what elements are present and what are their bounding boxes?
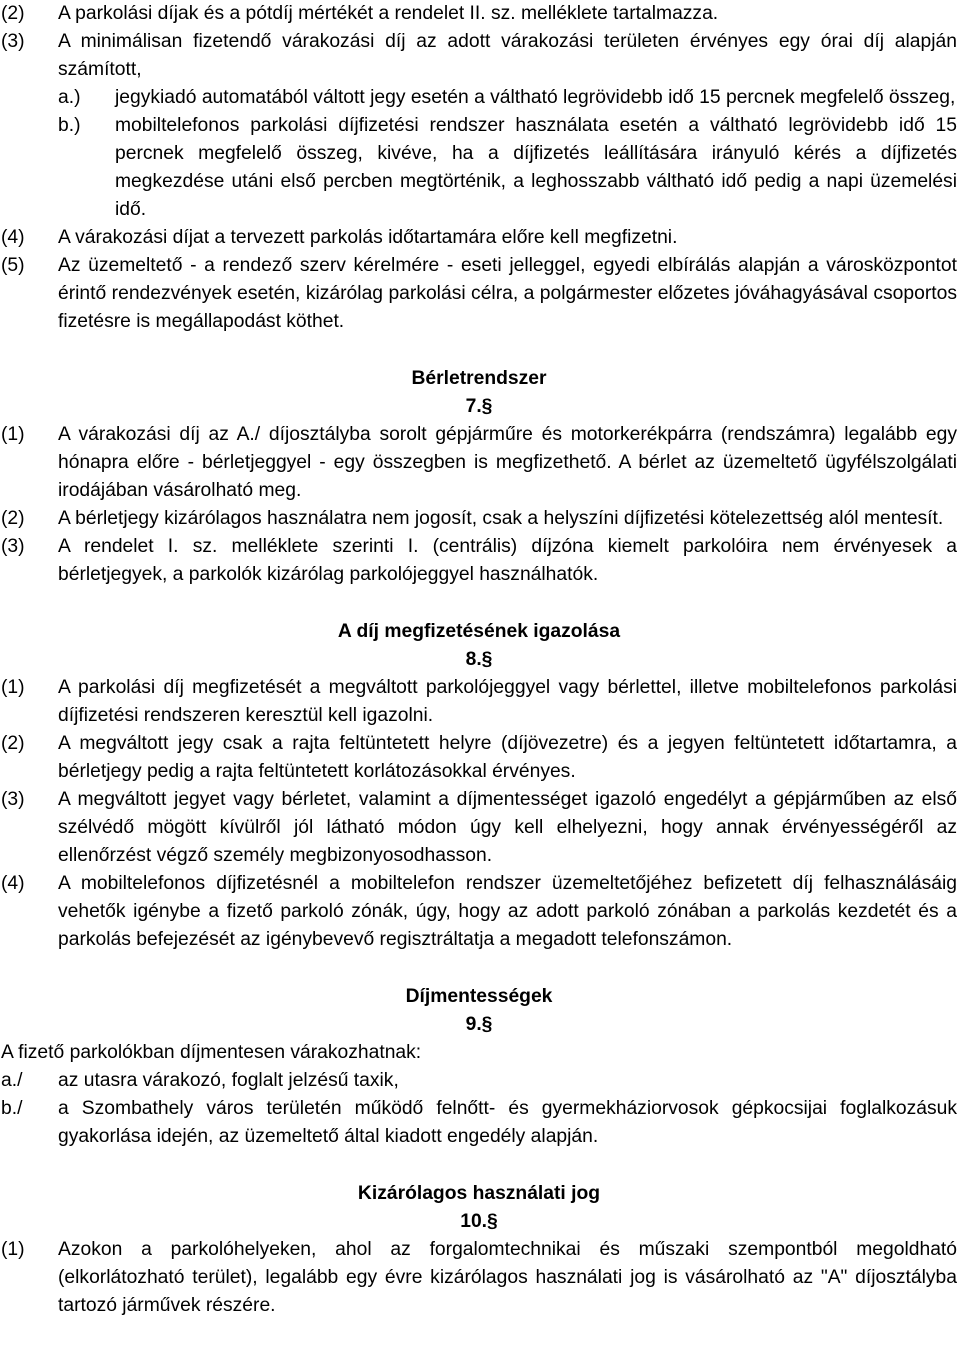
paragraph-number: (1)	[1, 677, 25, 698]
paragraph-number: (2)	[1, 733, 25, 754]
paragraph-text: A parkolási díjak és a pótdíj mértékét a rendelet II. sz. melléklete tartalmazza.	[58, 3, 719, 24]
paragraph-text: A minimálisan fizetendő várakozási díj az adott várakozási területen érvényes egy órai díj alapján számított,	[58, 31, 957, 80]
paragraph-8-1	[1, 674, 957, 730]
section-9-number: 9.§	[465, 1014, 493, 1035]
paragraph-text: Azokon a parkolóhelyeken, ahol az forgalomtechnikai és műszaki szempontból megoldható (elkorlátozható terület), legalább egy évre kizárólagos használati jog is vásárolható az "A" díjosztályba tartozó járművek részére.	[58, 1239, 957, 1316]
list-item-text: az utasra várakozó, foglalt jelzésű taxik,	[58, 1070, 399, 1091]
paragraph-6-2	[1, 0, 957, 28]
paragraph-6-3	[1, 28, 957, 84]
paragraph-number: (4)	[1, 873, 25, 894]
paragraph-text: A bérletjegy kizárólagos használatra nem jogosít, csak a helyszíni díjfizetési kötelezettség alól mentesít.	[58, 508, 944, 529]
paragraph-text: Az üzemeltető - a rendező szerv kérelmére - eseti jelleggel, egyedi elbírálás alapján a városközpontot érintő rendezvények esetén, kizárólag parkolási célra, a polgármester előzetes jóváhagyásával csoportos fizetésre is megállapodást köthet.	[58, 255, 957, 332]
paragraph-text: A rendelet I. sz. melléklete szerinti I. (centrális) díjzóna kiemelt parkolóira nem érvényesek a bérletjegyek, a parkolók kizárólag parkolójeggyel használhatók.	[58, 536, 957, 585]
subitem-label: a.)	[58, 87, 81, 108]
section-8-number: 8.§	[465, 649, 493, 670]
paragraph-number: (2)	[1, 508, 25, 529]
section-7-number: 7.§	[465, 396, 493, 417]
spacer	[1, 954, 957, 983]
paragraph-10-1	[1, 1236, 957, 1320]
paragraph-number: (2)	[1, 3, 25, 24]
paragraph-number: (1)	[1, 424, 25, 445]
paragraph-number: (1)	[1, 1239, 25, 1260]
list-item-label: a./	[1, 1070, 23, 1091]
paragraph-text: A parkolási díj megfizetését a megváltott parkolójeggyel vagy bérlettel, illetve mobiltelefonos parkolási díjfizetési rendszeren keresztül kell igazolni.	[58, 677, 957, 726]
paragraph-number: (4)	[1, 227, 25, 248]
paragraph-number: (3)	[1, 31, 25, 52]
subitem-text: mobiltelefonos parkolási díjfizetési rendszer használata esetén a váltható legrövidebb idő 15 percnek megfelelő összeg, kivéve, ha a díjfizetés leállítására irányuló kérés a díjfizetés megkezdése utáni első percben megtörténik, a leghosszabb váltható idő pedig a napi üzemelési idő.	[115, 115, 957, 220]
section-10-number: 10.§	[460, 1211, 498, 1232]
paragraph-6-5	[1, 252, 957, 336]
section-9-intro: A fizető parkolókban díjmentesen várakozhatnak:	[1, 1042, 422, 1063]
paragraph-6-4	[1, 224, 957, 252]
paragraph-text: A megváltott jegyet vagy bérletet, valamint a díjmentességet igazoló engedélyt a gépjárműben az első szélvédő mögött kívülről jól látható módon úgy kell elhelyezni, hogy annak érvényességéről az ellenőrzést végző személy megbizonyosodhasson.	[58, 789, 957, 866]
section-7-title: Bérletrendszer	[411, 368, 547, 389]
paragraph-text: A várakozási díj az A./ díjosztályba sorolt gépjárműre és motorkerékpárra (rendszámra) legalább egy hónapra előre - bérletjeggyel - egy összegben is megfizethető. A bérlet az üzemeltető ügyfélszolgálati irodájában vásárolható meg.	[58, 424, 957, 501]
subitem-text: jegykiadó automatából váltott jegy esetén a váltható legrövidebb idő 15 percnek megfelelő összeg,	[115, 87, 956, 108]
section-9-title: Díjmentességek	[405, 986, 553, 1007]
list-item-a	[1, 1067, 957, 1095]
spacer	[1, 589, 957, 618]
paragraph-number: (3)	[1, 536, 25, 557]
paragraph-8-2	[1, 730, 957, 786]
section-8-title: A díj megfizetésének igazolása	[337, 621, 621, 642]
subitem-b	[1, 112, 957, 224]
paragraph-7-2	[1, 505, 957, 533]
section-10-title: Kizárólagos használati jog	[357, 1183, 601, 1204]
paragraph-8-3	[1, 786, 957, 870]
spacer	[1, 1151, 957, 1180]
paragraph-number: (3)	[1, 789, 25, 810]
list-item-b	[1, 1095, 957, 1151]
spacer	[1, 336, 957, 365]
subitem-a	[1, 84, 957, 112]
paragraph-text: A mobiltelefonos díjfizetésnél a mobiltelefon rendszer üzemeltetőjéhez befizetett díj felhasználásáig vehetők igénybe a fizető parkoló zónák, úgy, hogy az adott parkoló zónában a parkolás kezdetét és a parkolás befejezését az igénybevevő regisztráltatja a megadott telefonszámon.	[58, 873, 957, 950]
paragraph-text: A várakozási díjat a tervezett parkolás időtartamára előre kell megfizetni.	[58, 227, 678, 248]
list-item-label: b./	[1, 1098, 23, 1119]
paragraph-8-4	[1, 870, 957, 954]
paragraph-7-3	[1, 533, 957, 589]
list-item-text: a Szombathely város területén működő felnőtt- és gyermekháziorvosok gépkocsijai foglalkozásuk gyakorlása idején, az üzemeltető által kiadott engedély alapján.	[58, 1098, 957, 1147]
subitem-label: b.)	[58, 115, 81, 136]
paragraph-number: (5)	[1, 255, 25, 276]
paragraph-text: A megváltott jegy csak a rajta feltüntetett helyre (díjövezetre) és a jegyen feltüntetett időtartamra, a bérletjegy pedig a rajta feltüntetett korlátozásokkal érvényes.	[58, 733, 957, 782]
paragraph-7-1	[1, 421, 957, 505]
